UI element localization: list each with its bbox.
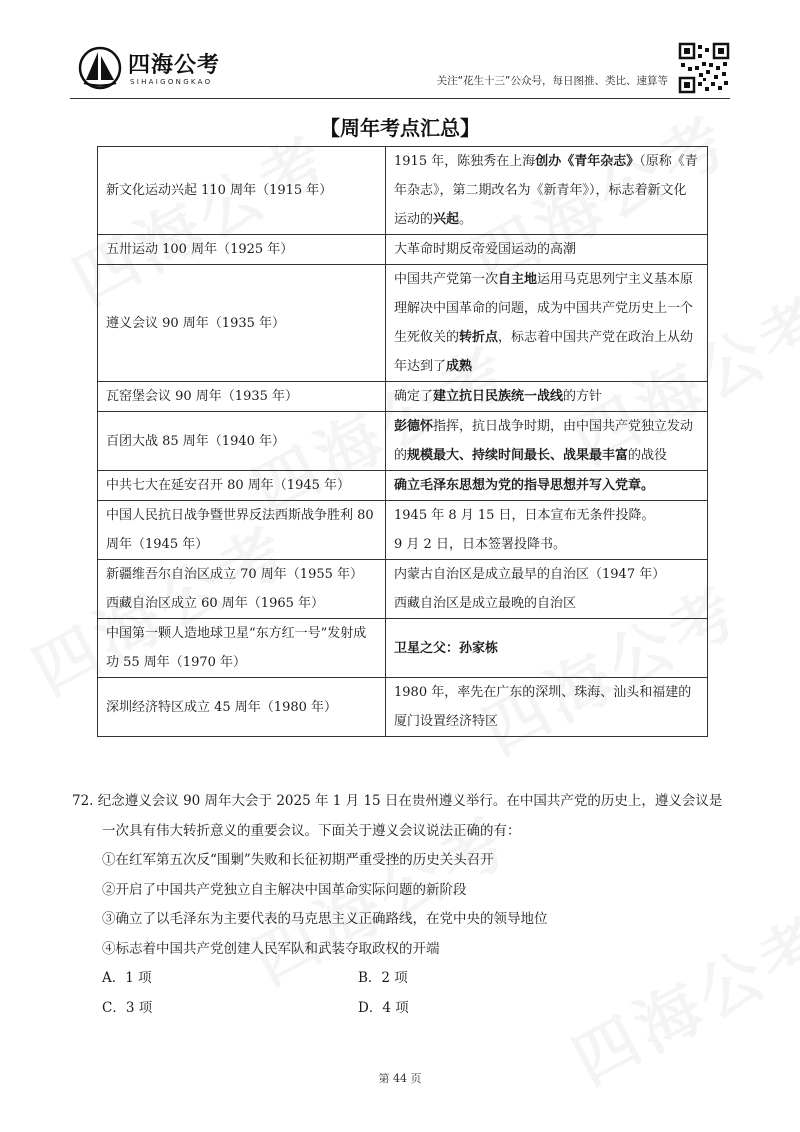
statement-item: ①在红军第五次反“围剿”失败和长征初期严重受挫的历史关头召开 (102, 852, 494, 868)
significance-text: 西藏自治区是成立最晚的自治区 (394, 596, 577, 611)
key-term: 卫星之父：孙家栋 (394, 640, 499, 656)
table-row (98, 678, 708, 737)
question-stem (72, 787, 734, 846)
table-row (98, 235, 708, 265)
sailboat-logo-icon (78, 46, 122, 90)
significance-text: 1915 年，陈独秀在上海 (394, 154, 536, 169)
significance-text: 大革命时期反帝爱国运动的高潮 (394, 242, 577, 257)
key-term: 创办《青年杂志》 (535, 154, 640, 169)
question-text: 纪念遵义会议 90 周年大会于 2025 年 1 月 15 日在贵州遵义举行。在中国共产党的历史上，遵义会议是一次具有伟大转折意义的重要会议。下面关于遵义会议说法正确的有： (97, 793, 723, 839)
significance-cell (386, 678, 708, 737)
event-cell: 新文化运动兴起 110 周年（1915 年） (98, 147, 386, 235)
statement-item: ③确立了以毛泽东为主要代表的马克思主义正确路线，在党中央的领导地位 (102, 911, 548, 927)
anniversary-table (97, 146, 708, 737)
answer-options (72, 964, 734, 1024)
qr-code-icon[interactable] (678, 42, 730, 94)
significance-cell (386, 382, 708, 412)
significance-text: 的战役 (628, 448, 668, 463)
significance-cell (386, 265, 708, 382)
table-row (98, 382, 708, 412)
significance-text: 的方针 (563, 389, 603, 404)
significance-cell (386, 147, 708, 235)
key-term: 彭德怀 (394, 419, 434, 434)
significance-cell (386, 560, 708, 619)
event-cell: 百团大战 85 周年（1940 年） (98, 412, 386, 471)
page-header (70, 40, 730, 96)
event-cell: 中国第一颗人造地球卫星“东方红一号”发射成功 55 周年（1970 年） (98, 619, 386, 678)
header-divider (70, 98, 730, 99)
question-72 (72, 787, 734, 1024)
event-line: 西藏自治区成立 60 周年（1965 年） (106, 596, 325, 611)
statement-item: ②开启了中国共产党独立自主解决中国革命实际问题的新阶段 (102, 881, 467, 898)
key-term: 确立毛泽东思想为党的指导思想并写入党章。 (394, 478, 655, 493)
significance-text: 指挥，抗日战争时期，由中国共产党独立发动的 (394, 419, 694, 463)
event-cell: 中共七大在延安召开 80 周年（1945 年） (98, 471, 386, 501)
table-row (98, 471, 708, 501)
header-note: 关注“花生十三”公众号，每日图推、类比、速算等 (436, 75, 668, 87)
significance-text: 中国共产党第一次 (394, 272, 499, 287)
key-term: 成熟 (446, 359, 473, 374)
table-row (98, 619, 708, 678)
event-cell (98, 560, 386, 619)
significance-cell (386, 235, 708, 265)
significance-text: 。 (459, 212, 473, 227)
table-row (98, 412, 708, 471)
significance-text: （原称《青年杂志》，第二期改名为《新青年》），标志着新文化运动的 (394, 154, 698, 227)
table-row (98, 265, 708, 382)
brand-subtitle: SIHAIGONGKAO (130, 78, 213, 86)
significance-text: ，标志着中国共产党在政治上从幼年达到了 (394, 330, 694, 374)
significance-text: 确定了 (394, 389, 434, 404)
significance-text: 运用马克思列宁主义基本原理解决中国革命的问题，成为中国共产党历史上一个生死攸关的 (394, 272, 694, 345)
table-row (98, 501, 708, 560)
significance-text: 内蒙古自治区是成立最早的自治区（1947 年） (394, 567, 666, 582)
significance-text: 1980 年，率先在广东的深圳、珠海、汕头和福建的厦门设置经济特区 (394, 685, 692, 729)
significance-cell (386, 501, 708, 560)
option-c[interactable]: C．3 项 (102, 1000, 153, 1016)
event-line: 新疆维吾尔自治区成立 70 周年（1955 年） (106, 567, 364, 582)
significance-text: 9 月 2 日，日本签署投降书。 (394, 537, 566, 552)
brand-name: 四海公考 (128, 53, 221, 78)
option-b[interactable]: B．2 项 (358, 970, 408, 986)
significance-cell (386, 619, 708, 678)
event-cell: 遵义会议 90 周年（1935 年） (98, 265, 386, 382)
significance-text: 1945 年 8 月 15 日，日本宣布无条件投降。 (394, 508, 655, 523)
key-term: 转折点 (459, 330, 499, 345)
page-number: 第 44 页 (378, 1072, 422, 1085)
event-cell: 五卅运动 100 周年（1925 年） (98, 235, 386, 265)
page-title: 【周年考点汇总】 (320, 116, 480, 140)
option-a[interactable]: A．1 项 (102, 970, 152, 986)
table-row (98, 560, 708, 619)
key-term: 规模最大、持续时间最长、战果最丰富 (407, 448, 629, 463)
event-cell: 中国人民抗日战争暨世界反法西斯战争胜利 80 周年（1945 年） (98, 501, 386, 560)
question-number: 72. (72, 793, 94, 809)
key-term: 兴起 (433, 212, 460, 227)
table-row (98, 147, 708, 235)
statement-item: ④标志着中国共产党创建人民军队和武装夺取政权的开端 (102, 940, 440, 957)
option-d[interactable]: D．4 项 (358, 1000, 409, 1016)
event-cell: 深圳经济特区成立 45 周年（1980 年） (98, 678, 386, 737)
significance-cell (386, 412, 708, 471)
significance-cell (386, 471, 708, 501)
key-term: 自主地 (498, 272, 538, 287)
event-cell: 瓦窑堡会议 90 周年（1935 年） (98, 382, 386, 412)
key-term: 建立抗日民族统一战线 (433, 389, 564, 404)
